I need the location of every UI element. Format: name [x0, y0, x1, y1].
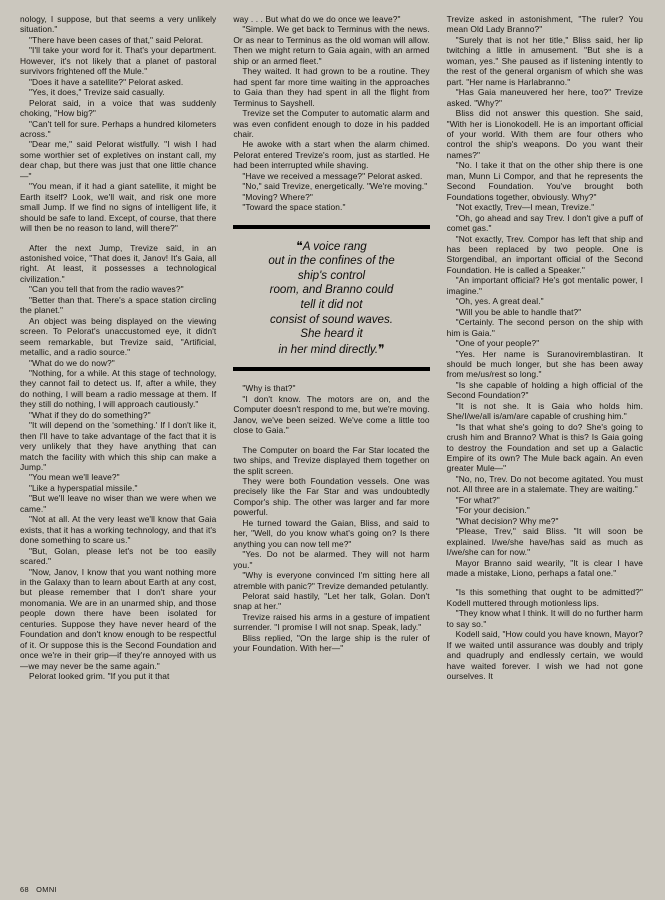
paragraph: "Will you be able to handle that?": [455, 306, 582, 317]
paragraph: "Moving? Where?": [242, 191, 313, 202]
paragraph: "But, Golan, please let's not be too easily scared.": [20, 545, 217, 567]
pull-quote-line: room, and Branno could: [269, 283, 394, 297]
column-2: [233, 14, 429, 859]
paragraph: Mayor Branno said wearily, "It is clear I have made a mistake, Liono, perhaps a fatal one.": [446, 557, 643, 579]
paragraph: "No. I take it that on the other ship there is one man, Munn Li Compor, and that he represents the Second Foundation. You've brought both Foundations together, obviously. Why?": [446, 160, 643, 202]
magazine-name: OMNI: [36, 885, 58, 894]
paragraph: "Oh, go ahead and say Trev. I don't give a puff of comet gas.": [446, 212, 643, 234]
paragraph: Trevize set the Computer to automatic alarm and was even confident enough to doze in his padded chair.: [233, 108, 430, 139]
paragraph: "What do we do now?": [29, 357, 115, 368]
paragraph: "I don't know. The motors are on, and the Computer doesn't respond to me, but we're moving. Janov, we've been seized. We've come a little too close to Gaia.": [233, 393, 430, 436]
paragraph: They were both Foundation vessels. One was precisely like the Far Star and was undoubtedly Compor's ship. The other was larger and far more powerful.: [233, 475, 430, 518]
paragraph: "It will depend on the 'something.' If I don't like it, then I'll have to take advantage of the fact that it is very unlikely that they have anything that can match the facility with which this ship can make a Jump.": [20, 420, 217, 473]
pull-quote: [233, 225, 429, 372]
paragraph: "They know what I think. It will do no further harm to say so.": [446, 608, 643, 629]
paragraph: Bliss replied, "On the large ship is the ruler of your Foundation. With her—": [233, 632, 430, 654]
pull-quote-rule-bottom: [233, 367, 429, 371]
paragraph: "Not exactly, Trev—I mean, Trevize.": [455, 202, 595, 213]
pull-quote-line: out in the confines of the: [268, 254, 395, 268]
paragraph: "Is this something that ought to be admitted?" Kodell muttered through motionless lips.: [446, 587, 643, 608]
page-footer: [20, 885, 57, 894]
pull-quote-line: A voice rang: [302, 239, 367, 253]
paragraph: After the next Jump, Trevize said, in an astonished voice, "That does it, Janov! It's Gaia, all right. At least, it possesses a technological civilization.": [20, 242, 217, 284]
paragraph: "Yes, it does," Trevize said casually.: [29, 87, 165, 98]
paragraph: "One of your people?": [455, 338, 540, 349]
paragraph: "Yes. Her name is SuranovirembIastiran. It should be much longer, but she has been away from me/us/rest so long.": [446, 348, 643, 380]
paragraph: "No, no, Trev. Do not become agitated. You must not. All three are in a stalemate. They are waiting.": [446, 473, 643, 495]
paragraph: "Oh, yes. A great deal.": [455, 296, 544, 307]
pull-quote-line: in her mind directly.: [278, 342, 379, 356]
pull-quote-rule-top: [233, 225, 429, 229]
paragraph: "Simple. We get back to Terminus with the news. Or as near to Terminus as the old woman will allow. Then we might return to Gaia again, with an armed ship or an armed fleet.": [233, 24, 430, 66]
paragraph: "Surely that is not her title," Bliss said, her lip twitching a little in amusement. "But she is a woman, yes." She paused as if listening intently to the rest of the general organism of which she was part. "Her name is Harlabranno.": [446, 34, 643, 87]
text-columns: [20, 14, 643, 859]
paragraph: Trevize raised his arms in a gesture of impatient surrender. "I promise I will not snap. Speak, lady.": [233, 611, 430, 633]
paragraph: "Not at all. At the very least we'll know that Gaia exists, that it has a working technology, and that it's done something to scare us.": [20, 514, 217, 546]
paragraph: The Computer on board the Far Star located the two ships, and Trevize displayed them together on the split screen.: [233, 444, 430, 476]
paragraph: Pelorat looked grim. "If you put it that: [29, 671, 170, 682]
paragraph: "Now, Janov, I know that you want nothing more in the Galaxy than to learn about Earth at any cost, but please remember that I don't share your monomania. We are in an unarmed ship, and those people down there have been isolated for centuries. Suppose they have never heard of the Foundation and don't know enough to be respectful of it. Or suppose this is the Second Foundation and once we're in their grip—if they're annoyed with us—we may never be the same again.": [20, 566, 217, 671]
pull-quote-line: She heard it: [300, 327, 363, 341]
column-1: [20, 14, 216, 859]
paragraph: nology, I suppose, but that seems a very unlikely situation.": [20, 14, 217, 35]
paragraph: "Like a hyperspatial missile.": [29, 482, 138, 493]
quote-open-mark: ❝: [296, 238, 303, 253]
paragraph: way . . . But what do we do once we leave?": [233, 14, 401, 24]
paragraph: "Is that what she's going to do? She's going to crush him and Branno? What is this? Is Gaia going to destroy the Foundation and set up a Galactic Empire of its own? The Mule back again. An even greater Mule—": [446, 421, 643, 474]
paragraph: He awoke with a start when the alarm chimed. Pelorat entered Trevize's room, just as startled. He had been interrupted while shaving.: [233, 139, 430, 171]
paragraph: "An important official? He's got mentalic power, I imagine.": [446, 275, 643, 296]
paragraph: Kodell said, "How could you have known, Mayor? If we waited until assurance was doubly and triply and quadruply and endlessly certain, we would have waited forever. I wish we had not gone ourselves. It: [446, 629, 643, 682]
column-3: [447, 14, 643, 859]
paragraph: "Why is that?": [242, 383, 296, 394]
paragraph: "Why is everyone convinced I'm sitting here all atremble with panic?" Trevize demanded petulantly.: [233, 570, 430, 591]
paragraph: "No," said Trevize, energetically. "We're moving.": [242, 181, 428, 192]
paragraph: "But we'll leave no wiser than we were when we came.": [20, 493, 217, 514]
paragraph: Trevize asked in astonishment, "The ruler? You mean Old Lady Branno?": [446, 14, 643, 35]
paragraph: "There have been cases of that," said Pelorat.: [29, 34, 204, 45]
pull-quote-line: ship's control: [297, 268, 366, 282]
folio-number: 68: [20, 885, 30, 894]
paragraph: He turned toward the Gaian, Bliss, and said to her, "Well, do you know what's going on? Is there anything you can now tell me?": [233, 517, 430, 549]
paragraph: "Yes. Do not be alarmed. They will not harm you.": [233, 549, 430, 570]
quote-close-mark: ❞: [378, 341, 385, 356]
paragraph: Pelorat said, in a voice that was suddenly choking, "How big?": [20, 97, 217, 119]
paragraph: "What if they do do something?": [29, 409, 151, 420]
pull-quote-line: consist of sound waves.: [269, 312, 394, 326]
paragraph: "Can you tell that from the radio waves?": [29, 284, 184, 295]
paragraph: "Not exactly, Trev. Compor has left that ship and has been replaced by two people. One is Storgendibal, an important official of the Second Foundation. He is called a Speaker.": [446, 233, 643, 275]
paragraph: "For what?": [455, 494, 500, 505]
pull-quote-line: tell it did not: [300, 297, 363, 311]
paragraph: "Can't tell for sure. Perhaps a hundred kilometers across.": [20, 118, 217, 139]
paragraph: "Is she capable of holding a high official of the Second Foundation?": [446, 379, 643, 401]
paragraph: "What decision? Why me?": [455, 515, 559, 526]
paragraph: "Better than that. There's a space station circling the planet.": [20, 294, 217, 316]
paragraph: "Have we received a message?" Pelorat asked.: [242, 170, 423, 181]
paragraph: They waited. It had grown to be a routine. They had spent far more time waiting in the approaches to Gaia than they had spent in all the flight from Terminus to Sayshell.: [233, 66, 430, 108]
paragraph: "I'll take your word for it. That's your department. However, it's not likely that a planet of pastoral survivors frightened off the Mule.": [20, 45, 217, 77]
paragraph: "You mean we'll leave?": [29, 472, 120, 483]
paragraph: "Does it have a satellite?" Pelorat asked.: [29, 76, 184, 87]
paragraph: Pelorat said hastily, "Let her talk, Golan. Don't snap at her.": [233, 590, 430, 612]
paragraph: "Dear me," said Pelorat wistfully. "I wish I had some worthier set of expletives on instant call, my dear chap, but there was just that one little chance—": [20, 139, 217, 181]
paragraph: "Please, Trev," said Bliss. "It will soon be explained. I/we/she have/has said as much as I/we/she can for now.": [446, 526, 643, 558]
pull-quote-text: [233, 239, 429, 358]
paragraph: "You mean, if it had a giant satellite, it might be Earth itself? Look, we'll wait, and risk one more small Jump. If we find no signs of intelligent life, it should be safe to land. Except, of course, that there will then be no reason to land, will there?": [20, 181, 217, 234]
paragraph: "For your decision.": [455, 505, 530, 516]
paragraph: Bliss did not answer this question. She said, "With her is Lionokodell. He is an important official of your world. With them are four others who control the ship's weapons. Do you want their names?": [446, 108, 643, 160]
paragraph: "Nothing, for a while. At this stage of technology, they cannot fail to detect us. If, after a while, they do nothing, I will beam a radio message at them. If they still do nothing, I will approach cautiously.": [20, 367, 217, 410]
paragraph: "Has Gaia maneuvered her here, too?" Trevize asked. "Why?": [446, 87, 643, 108]
paragraph: "Certainly. The second person on the ship with him is Gaia.": [446, 317, 643, 338]
paragraph: An object was being displayed on the viewing screen. To Pelorat's unaccustomed eye, it didn't seem remarkable, but Trevize said, "Artificial, metallic, and a radio source.": [20, 315, 217, 358]
paragraph: "It is not she. It is Gaia who holds him. She/I/we/all is/am/are capable of crushing him.": [446, 400, 643, 422]
paragraph: "Toward the space station.": [242, 202, 346, 213]
